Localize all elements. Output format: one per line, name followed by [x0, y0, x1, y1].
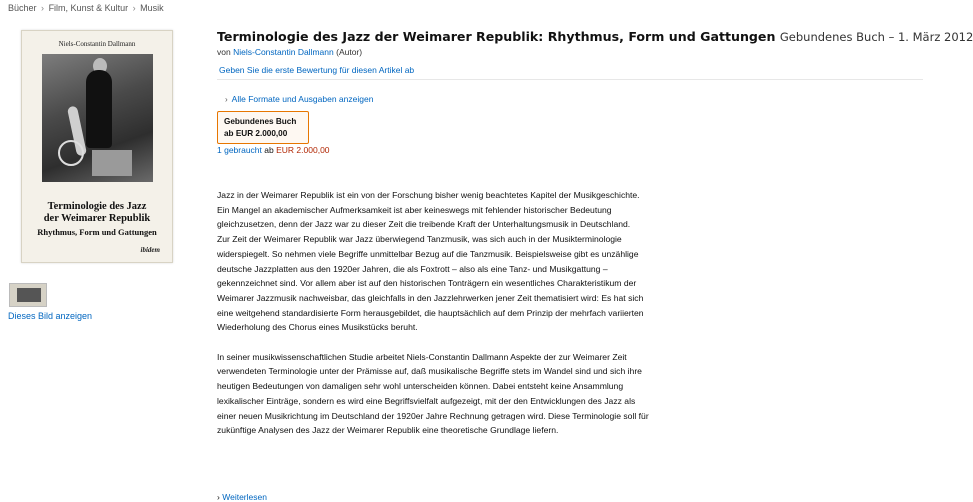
divider [217, 79, 923, 80]
view-image-link[interactable]: Dieses Bild anzeigen [8, 311, 93, 321]
all-formats-row[interactable] [225, 94, 373, 104]
byline-prefix: von [217, 47, 231, 57]
author-link[interactable]: Niels-Constantin Dallmann [233, 47, 334, 57]
breadcrumb-separator: › [41, 3, 45, 13]
format-option-price: ab EUR 2.000,00 [224, 129, 288, 138]
breadcrumb-film-art-culture[interactable]: Film, Kunst & Kultur [48, 3, 129, 13]
read-more-link[interactable]: Weiterlesen [222, 492, 267, 502]
description-paragraph: Jazz in der Weimarer Republik ist ein von der Forschung bisher wenig beachtetes Kapitel der Musikgeschichte. Ein Mangel an akademischer Aufmerksamkeit ist aber keineswegs mit fehlender historischer Bedeutung gleichzusetzen, denn der Jazz war zu dieser Zeit die treibende Kraft der Unterhaltungsmusik in Deutschland. [217, 190, 640, 230]
read-more-row[interactable] [217, 492, 267, 502]
product-title: Terminologie des Jazz der Weimarer Republik: Rhythmus, Form und Gattungen [217, 29, 776, 44]
byline [217, 47, 362, 57]
breadcrumb [8, 3, 164, 13]
cover-title [22, 201, 172, 225]
write-first-review-link[interactable]: Geben Sie die erste Bewertung für diesen Artikel ab [219, 65, 415, 75]
cover-publisher: ibidem [140, 246, 160, 254]
book-cover-image[interactable] [21, 30, 173, 263]
used-offers-word: ab [264, 145, 274, 155]
all-formats-link[interactable]: Alle Formate und Ausgaben anzeigen [231, 94, 374, 104]
cover-title-line1: Terminologie des Jazz [47, 201, 147, 212]
cover-title-line2: der Weimarer Republik [43, 213, 151, 224]
product-title-line [217, 28, 973, 46]
breadcrumb-separator: › [132, 3, 136, 13]
description-paragraph: Zur Zeit der Weimarer Republik war Jazz überwiegend Tanzmusik, was sich auch in der Musikterminologie widerspiegelt. So nehmen viele Begriffe unmittelbar Bezug auf die Tanzmusik. Beispielsweise gibt es unzählige deutsche Jazzplatten aus den 1920er Jahren, die als Foxtrott – also als eine Tanz- und Musikgattung – gekennzeichnet sind. Vor allem aber ist auf den historischen Tonträgern ein wesentliches Charakteristikum der Weimarer Jazzmusik nachweisbar, das gleichfalls in den Jazzlehrwerken jener Zeit thematisiert wird: Es hat sich eine weitgehend standardisierte Form herausgebildet, die hauptsächlich auf dem Prinzip der mehrfach variierten Wiederholung des Chorus eines Musikstücks beruht. [217, 234, 644, 333]
author-role: (Autor) [336, 47, 363, 57]
used-offers [217, 145, 330, 155]
cover-author: Niels-Constantin Dallmann [58, 40, 136, 48]
product-format-date: Gebundenes Buch – 1. März 2012 [779, 30, 973, 44]
cover-thumbnail[interactable] [9, 283, 47, 307]
description-paragraph: In seiner musikwissenschaftlichen Studie arbeitet Niels-Constantin Dallmann Aspekte der zur Weimarer Zeit verwendeten Terminologie unter der Prämisse auf, daß musikalische Begriffe stets im Wandel sind und sich ihre heutigen Bedeutungen von damaligen sehr wohl unterscheiden können. Dabei entsteht keine Ansammlung lexikalischer Einträge, sondern es wird eine Begriffsvielfalt aufgezeigt, mit der den Entwicklungen des Jazz als einer neuen Musikrichtung im Deutschland der 1920er Jahre Rechnung getragen wird. Diese Terminologie soll für zukünftige Analysen des Jazz der Weimarer Republik eine theoretische Grundlage liefern. [217, 351, 649, 436]
cover-photo [42, 54, 153, 182]
used-offers-link[interactable]: 1 gebraucht [217, 145, 262, 155]
chevron-right-icon: › [225, 95, 228, 104]
used-offers-price: EUR 2.000,00 [276, 145, 330, 155]
breadcrumb-music[interactable]: Musik [140, 3, 164, 13]
format-option-name: Gebundenes Buch [224, 117, 297, 126]
breadcrumb-books[interactable]: Bücher [8, 3, 37, 13]
cover-subtitle: Rhythmus, Form und Gattungen [37, 227, 157, 237]
product-description [217, 188, 652, 438]
format-option-hardcover[interactable] [217, 111, 309, 144]
chevron-right-icon: › [217, 492, 220, 502]
